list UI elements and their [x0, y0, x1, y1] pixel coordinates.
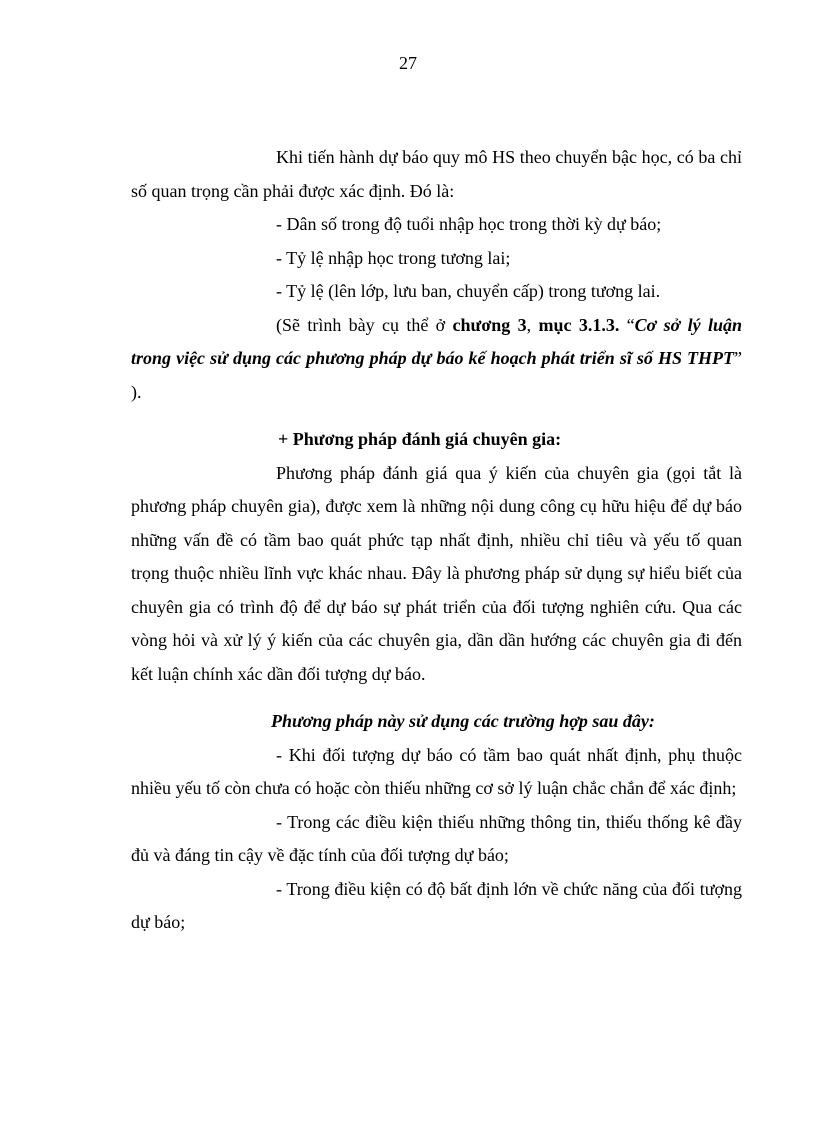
- reference-separator: ,: [526, 314, 539, 335]
- reference-quote-open: “: [619, 314, 635, 335]
- reference-close-text: ” ).: [131, 348, 742, 402]
- reference-paragraph: [131, 309, 742, 410]
- list-item: - Trong điều kiện có độ bất định lớn về chức năng của đối tượng dự báo;: [131, 878, 742, 932]
- list-item: - Dân số trong độ tuổi nhập học trong thời kỳ dự báo;: [276, 214, 662, 234]
- list-item: - Tỷ lệ (lên lớp, lưu ban, chuyển cấp) trong tương lai.: [276, 281, 661, 301]
- section-heading-expert-method: + Phương pháp đánh giá chuyên gia:: [278, 429, 562, 449]
- list-item: - Trong các điều kiện thiếu những thông tin, thiếu thống kê đầy đủ và đáng tin cậy về đặc tính của đối tượng dự báo;: [131, 811, 742, 865]
- page-number: 27: [399, 53, 417, 73]
- reference-open-text: (Sẽ trình bày cụ thể ở: [276, 314, 453, 335]
- referenced-title: Cơ sở lý luận trong việc sử dụng các phương pháp dự báo kế hoạch phát triển sĩ số HS THPT: [131, 314, 743, 368]
- chapter-reference: chương 3: [452, 314, 527, 335]
- body-text: [131, 141, 742, 940]
- list-item: - Tỷ lệ nhập học trong tương lai;: [276, 247, 511, 268]
- list-item: - Khi đối tượng dự báo có tầm bao quát nhất định, phụ thuộc nhiều yếu tố còn chưa có hoặc còn thiếu những cơ sở lý luận chắc chắn để xác định;: [131, 744, 742, 798]
- section-reference: mục 3.1.3.: [538, 314, 620, 335]
- paragraph-expert-method: Phương pháp đánh giá qua ý kiến của chuyên gia (gọi tắt là phương pháp chuyên gia), được xem là những nội dung công cụ hữu hiệu để dự báo những vấn đề có tầm bao quát phức tạp nhất định, nhiều chỉ tiêu và yếu tố quan trọng thuộc nhiều lĩnh vực khác nhau. Đây là phương pháp sử dụng sự hiểu biết của chuyên gia có trình độ để dự báo sự phát triển của đối tượng nghiên cứu. Qua các vòng hỏi và xử lý ý kiến của các chuyên gia, dần dần hướng các chuyên gia đi đến kết luận chính xác dần đối tượng dự báo.: [131, 462, 742, 684]
- paragraph-intro: Khi tiến hành dự báo quy mô HS theo chuyển bậc học, có ba chỉ số quan trọng cần phải được xác định. Đó là:: [131, 147, 742, 201]
- subheading-use-cases: Phương pháp này sử dụng các trường hợp sau đây:: [271, 711, 655, 731]
